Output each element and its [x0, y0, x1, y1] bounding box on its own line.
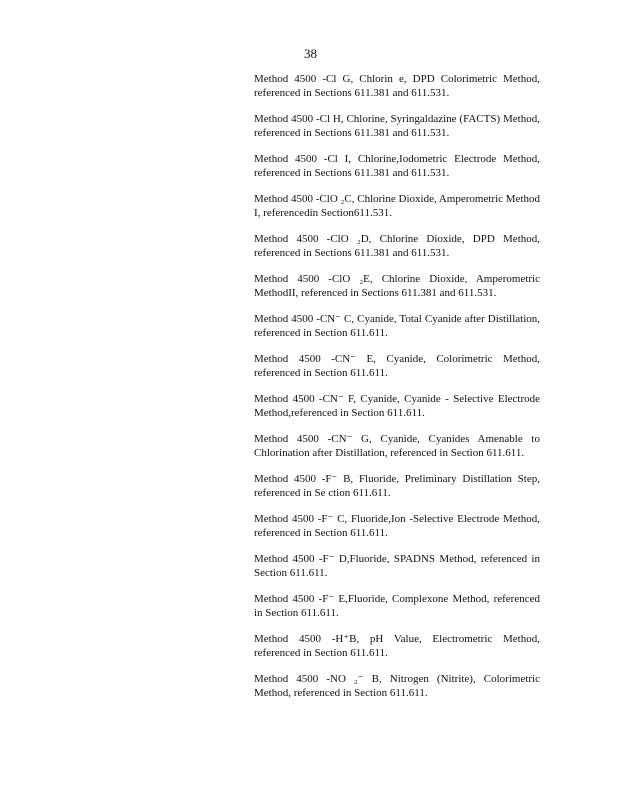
method-entry: Method 4500 -CN⁻ F, Cyanide, Cyanide - Selective Electrode Method,referenced in Section 611.611.	[254, 393, 540, 419]
method-entry: Method 4500 -CN⁻ C, Cyanide, Total Cyanide after Distillation, referenced in Section 611.611.	[254, 313, 540, 339]
method-entry: Method 4500 -Cl H, Chlorine, Syringaldazine (FACTS) Method, referenced in Sections 611.381 and 611.531.	[254, 113, 540, 139]
method-entry: Method 4500 -Cl G, Chlorin e, DPD Colorimetric Method, referenced in Sections 611.381 and 611.531.	[254, 73, 540, 99]
method-entry: Method 4500 -ClO ₂C, Chlorine Dioxide, Amperometric Method I, referencedin Section611.531.	[254, 193, 540, 219]
method-entry: Method 4500 -F⁻ D,Fluoride, SPADNS Method, referenced in Section 611.611.	[254, 553, 540, 579]
method-entry: Method 4500 -NO ₂⁻ B, Nitrogen (Nitrite), Colorimetric Method, referenced in Section 611.611.	[254, 673, 540, 699]
method-entry: Method 4500 -F⁻ C, Fluoride,Ion -Selective Electrode Method, referenced in Section 611.611.	[254, 513, 540, 539]
method-entry: Method 4500 -Cl I, Chlorine,Iodometric Electrode Method, referenced in Sections 611.381 and 611.531.	[254, 153, 540, 179]
method-entry: Method 4500 -H⁺B, pH Value, Electrometric Method, referenced in Section 611.611.	[254, 633, 540, 659]
method-entry: Method 4500 -ClO ₂E, Chlorine Dioxide, Amperometric MethodII, referenced in Sections 611.381 and 611.531.	[254, 273, 540, 299]
method-entry: Method 4500 -CN⁻ E, Cyanide, Colorimetric Method, referenced in Section 611.611.	[254, 353, 540, 379]
method-reference-list	[254, 72, 540, 712]
method-entry: Method 4500 -ClO ₂D, Chlorine Dioxide, DPD Method, referenced in Sections 611.381 and 611.531.	[254, 233, 540, 259]
page-number: 38	[304, 46, 317, 61]
method-entry: Method 4500 -F⁻ E,Fluoride, Complexone Method, referenced in Section 611.611.	[254, 593, 540, 619]
method-entry: Method 4500 -CN⁻ G, Cyanide, Cyanides Amenable to Chlorination after Distillation, referenced in Section 611.611.	[254, 433, 540, 459]
method-entry: Method 4500 -F⁻ B, Fluoride, Preliminary Distillation Step, referenced in Se ction 611.611.	[254, 473, 540, 499]
